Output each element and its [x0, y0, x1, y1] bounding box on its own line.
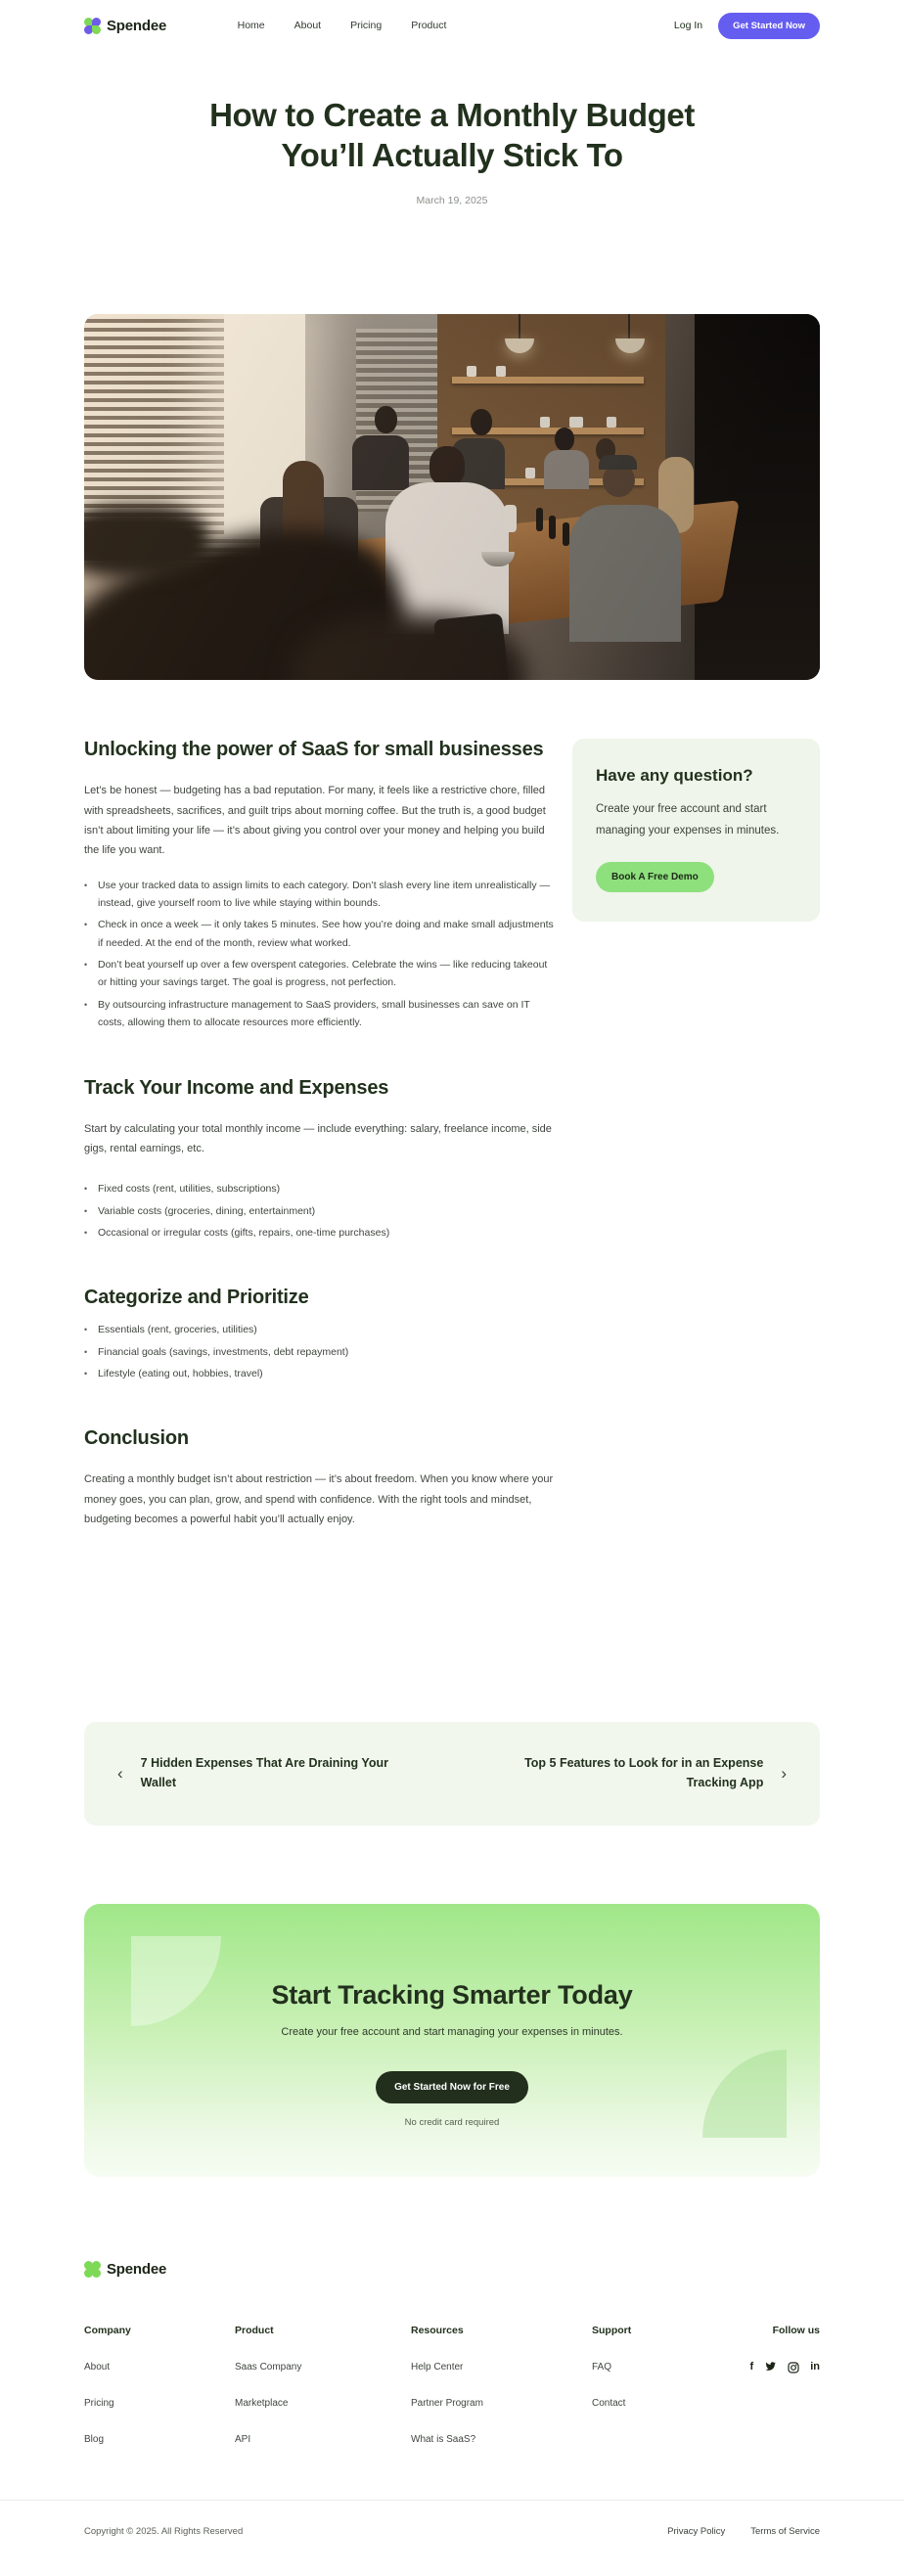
publish-date: March 19, 2025 [416, 195, 488, 207]
bullet-item: • Don’t beat yourself up over a few overspent categories. Celebrate the wins — like reducing takeout or hitting your savings target. The goal is progress, not perfection. [84, 956, 554, 992]
page-title [0, 96, 904, 175]
footer-col-title: Resources [411, 2324, 464, 2336]
footer-col-follow [737, 2325, 820, 2470]
footer-link-saas-company[interactable]: Saas Company [235, 2361, 302, 2373]
nav-about[interactable]: About [294, 20, 322, 31]
prev-post-title: 7 Hidden Expenses That Are Draining Your Wallet [140, 1756, 388, 1789]
hero-color-overlay [84, 314, 820, 680]
cta-note: No credit card required [404, 2116, 500, 2128]
footer-link-blog[interactable]: Blog [84, 2433, 105, 2445]
bullet-item: • Occasional or irregular costs (gifts, repairs, one-time purchases) [84, 1224, 554, 1242]
post-navigation [84, 1722, 820, 1826]
footer-link-pricing[interactable]: Pricing [84, 2397, 114, 2409]
cta-title: Start Tracking Smarter Today [271, 1979, 633, 2010]
section-heading: Track Your Income and Expenses [84, 1076, 389, 1099]
section-heading: Conclusion [84, 1427, 189, 1450]
cta-section [84, 1904, 820, 2177]
bullet-item: • Check in once a week — it only takes 5 minutes. See how you’re doing and make small adjustments if needed. At the end of the month, review what worked. [84, 916, 554, 952]
question-card-body: Create your free account and start managing your expenses in minutes. [596, 803, 780, 836]
bullet-list [84, 1180, 554, 1242]
article-title-block [0, 96, 904, 206]
bullet-item: • Essentials (rent, groceries, utilities) [84, 1321, 554, 1338]
footer-brand-logo[interactable] [84, 2261, 820, 2278]
footer [0, 2261, 904, 2576]
section-heading: Categorize and Prioritize [84, 1287, 309, 1309]
main-nav [238, 20, 447, 31]
bullet-item: • Lifestyle (eating out, hobbies, travel) [84, 1365, 554, 1382]
section-track-income [84, 1077, 554, 1243]
next-post-title: Top 5 Features to Look for in an Expense Tracking App [524, 1756, 764, 1789]
footer-col-resources [411, 2325, 592, 2470]
social-icons [737, 2362, 820, 2373]
question-card-title: Have any question? [596, 766, 753, 786]
nav-home[interactable]: Home [237, 20, 265, 31]
footer-brand-name: Spendee [107, 2260, 167, 2278]
section-categorize [84, 1287, 554, 1382]
cta-get-started-button[interactable]: Get Started Now for Free [376, 2071, 528, 2103]
terms-of-service-link[interactable]: Terms of Service [750, 2525, 820, 2537]
get-started-button[interactable]: Get Started Now [718, 13, 820, 39]
header [0, 6, 904, 45]
cta-decor-quarter-circle [131, 1936, 221, 2026]
instagram-icon[interactable] [788, 2362, 799, 2373]
brand-name: Spendee [107, 17, 167, 34]
title-line-1: How to Create a Monthly Budget [209, 97, 695, 133]
section-paragraph: Let’s be honest — budgeting has a bad reputation. For many, it feels like a restrictive chore, filled with spreadsheets, sacrifices, and guilt trips about morning coffee. But the truth is, a good budget isn’t about limiting your life — it’s about giving you control over your money and helping you build the life you want. [84, 785, 546, 857]
footer-link-help-center[interactable]: Help Center [411, 2361, 464, 2373]
copyright-text: Copyright © 2025. All Rights Reserved [84, 2525, 244, 2537]
title-line-2: You’ll Actually Stick To [281, 136, 623, 173]
footer-link-api[interactable]: API [235, 2433, 251, 2445]
bullet-item: • Use your tracked data to assign limits to each category. Don’t slash every line item unrealistically — instead, give yourself room to live while staying within bounds. [84, 877, 554, 913]
bullet-item: • By outsourcing infrastructure management to SaaS providers, small businesses can save on IT costs, allowing them to allocate resources more efficiently. [84, 996, 554, 1032]
next-post-link[interactable] [493, 1754, 787, 1792]
section-conclusion [84, 1427, 554, 1529]
twitter-icon[interactable] [764, 2362, 777, 2373]
bullet-list [84, 1321, 554, 1382]
footer-link-contact[interactable]: Contact [592, 2397, 626, 2409]
section-heading: Unlocking the power of SaaS for small businesses [84, 739, 544, 761]
footer-col-title: Product [235, 2324, 274, 2336]
footer-link-marketplace[interactable]: Marketplace [235, 2397, 289, 2409]
bullet-list [84, 877, 554, 1032]
cta-decor-quarter-circle [702, 2050, 787, 2138]
section-unlocking [84, 739, 554, 1031]
prev-post-link[interactable] [117, 1754, 411, 1792]
article-sidebar [572, 739, 820, 1574]
footer-col-support [592, 2325, 737, 2470]
footer-col-title: Support [592, 2324, 632, 2336]
login-link[interactable]: Log In [673, 20, 703, 31]
privacy-policy-link[interactable]: Privacy Policy [667, 2525, 726, 2537]
header-actions [674, 13, 820, 39]
bullet-item: • Financial goals (savings, investments, debt repayment) [84, 1343, 554, 1361]
article-body [0, 739, 904, 1574]
linkedin-icon[interactable]: in [810, 2360, 820, 2373]
footer-col-product [235, 2325, 411, 2470]
chevron-right-icon: › [781, 1763, 787, 1783]
nav-product[interactable]: Product [411, 20, 447, 31]
legal-links [667, 2526, 820, 2537]
section-paragraph: Creating a monthly budget isn’t about restriction — it’s about freedom. When you know where your money goes, you can plan, grow, and spend with confidence. With the right tools and mindset, budgeting becomes a powerful habit you’ll actually enjoy. [84, 1473, 554, 1526]
bullet-item: • Fixed costs (rent, utilities, subscriptions) [84, 1180, 554, 1198]
footer-link-what-is-saas[interactable]: What is SaaS? [411, 2433, 476, 2445]
brand-logo[interactable] [84, 18, 166, 34]
spendee-logo-icon [84, 18, 101, 34]
facebook-icon[interactable]: f [749, 2360, 754, 2373]
cta-subtitle: Create your free account and start managing your expenses in minutes. [281, 2025, 623, 2038]
footer-columns [84, 2325, 820, 2470]
question-card [572, 739, 820, 922]
bullet-item: • Variable costs (groceries, dining, entertainment) [84, 1202, 554, 1220]
nav-pricing[interactable]: Pricing [350, 20, 383, 31]
article-content [84, 739, 554, 1574]
footer-col-title: Company [84, 2324, 131, 2336]
footer-link-partner-program[interactable]: Partner Program [411, 2397, 483, 2409]
footer-col-company [84, 2325, 235, 2470]
footer-bottom-bar [0, 2500, 904, 2576]
chevron-left-icon: ‹ [117, 1763, 123, 1783]
book-demo-button[interactable]: Book A Free Demo [596, 862, 714, 892]
footer-link-about[interactable]: About [84, 2361, 111, 2373]
hero-image [84, 314, 820, 680]
section-paragraph: Start by calculating your total monthly income — include everything: salary, freelance income, side gigs, rental earnings, etc. [84, 1122, 552, 1154]
footer-link-faq[interactable]: FAQ [592, 2361, 612, 2373]
spendee-logo-icon [84, 2261, 101, 2278]
footer-col-title: Follow us [772, 2324, 820, 2336]
